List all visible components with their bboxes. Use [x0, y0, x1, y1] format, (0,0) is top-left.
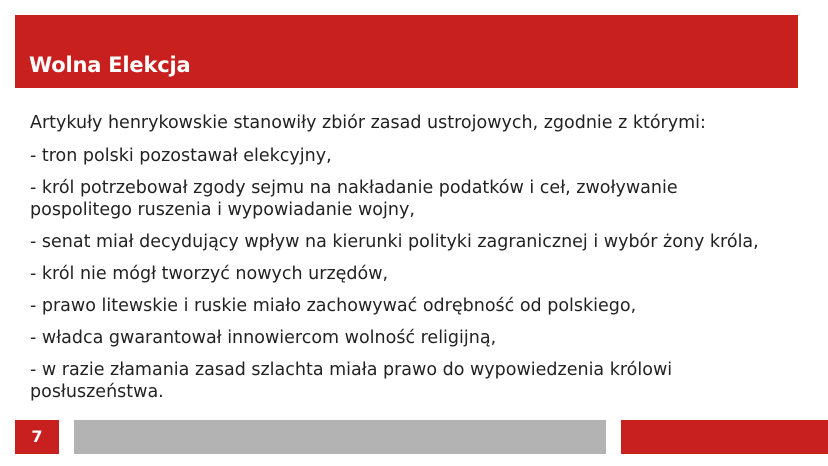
intro-text: Artykuły henrykowskie stanowiły zbiór zasad ustrojowych, zgodnie z którymi:	[30, 113, 706, 133]
list-item: - senat miał decydujący wpływ na kierunki polityki zagranicznej i wybór żony króla,	[30, 232, 759, 252]
list-item: - prawo litewskie i ruskie miało zachowywać odrębność od polskiego,	[30, 296, 637, 316]
list-item: - tron polski pozostawał elekcyjny,	[30, 146, 332, 166]
list-item: - władca gwarantował innowiercom wolność religijną,	[30, 328, 497, 348]
slide-content	[30, 112, 810, 413]
page-number-box	[15, 420, 59, 454]
list-item: - król nie mógł tworzyć nowych urzędów,	[30, 264, 389, 284]
list-item: - w razie złamania zasad szlachta miała prawo do wypowiedzenia królowi posłuszeństwa.	[30, 360, 673, 402]
list-item: - król potrzebował zgody sejmu na nakładanie podatków i ceł, zwoływanie pospolitego ruszenia i wypowiadanie wojny,	[30, 178, 678, 220]
footer-grey-bar	[74, 420, 606, 454]
title-bar	[15, 15, 798, 88]
page-number: 7	[31, 427, 43, 446]
footer-red-bar	[621, 420, 828, 454]
slide-title: Wolna Elekcja	[29, 53, 191, 77]
